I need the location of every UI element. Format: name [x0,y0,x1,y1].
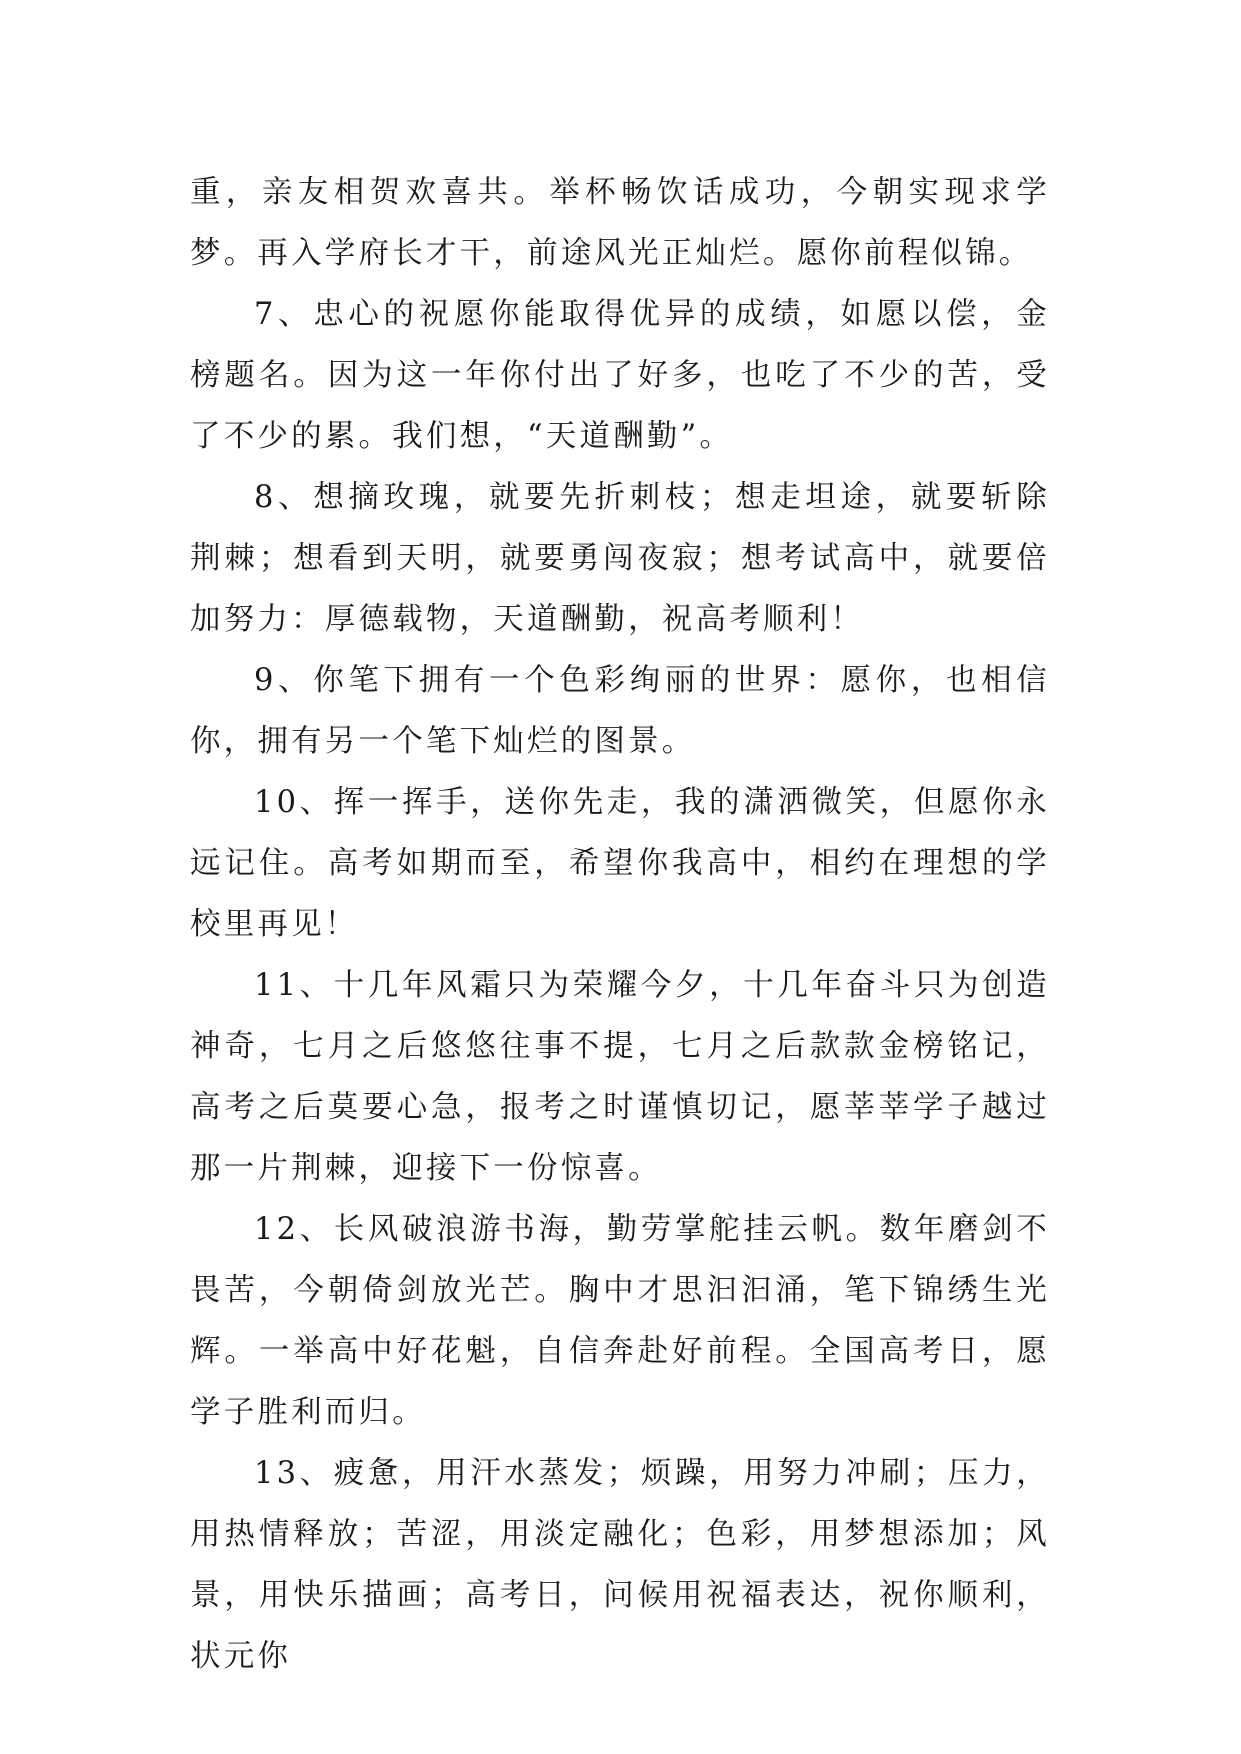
paragraph-13: 13、疲惫，用汗水蒸发；烦躁，用努力冲刷；压力，用热情释放；苦涩，用淡定融化；色彩，用梦想添加；风景，用快乐描画；高考日，问候用祝福表达，祝你顺利，状元你 [190,1456,1050,1674]
paragraph-7: 7、忠心的祝愿你能取得优异的成绩，如愿以偿，金榜题名。因为这一年你付出了好多，也吃了不少的苦，受了不少的累。我们想，“天道酬勤”。 [190,297,1050,454]
document-body [190,162,1050,1687]
paragraph-11: 11、十几年风霜只为荣耀今夕，十几年奋斗只为创造神奇，七月之后悠悠往事不提，七月之后款款金榜铭记，高考之后莫要心急，报考之时谨慎切记，愿莘莘学子越过那一片荆棘，迎接下一份惊喜。 [190,968,1050,1186]
paragraph-continued: 重，亲友相贺欢喜共。举杯畅饮话成功，今朝实现求学梦。再入学府长才干，前途风光正灿烂。愿你前程似锦。 [190,175,1050,271]
paragraph-12: 12、长风破浪游书海，勤劳掌舵挂云帆。数年磨剑不畏苦，今朝倚剑放光芒。胸中才思汩汩涌，笔下锦绣生光辉。一举高中好花魁，自信奔赴好前程。全国高考日，愿学子胜利而归。 [190,1212,1050,1430]
paragraph-9: 9、你笔下拥有一个色彩绚丽的世界：愿你，也相信你，拥有另一个笔下灿烂的图景。 [190,663,1050,759]
paragraph-8: 8、想摘玫瑰，就要先折刺枝；想走坦途，就要斩除荆棘；想看到天明，就要勇闯夜寂；想考试高中，就要倍加努力：厚德载物，天道酬勤，祝高考顺利！ [190,480,1050,637]
paragraph-10: 10、挥一挥手，送你先走，我的潇洒微笑，但愿你永远记住。高考如期而至，希望你我高中，相约在理想的学校里再见！ [190,785,1050,942]
